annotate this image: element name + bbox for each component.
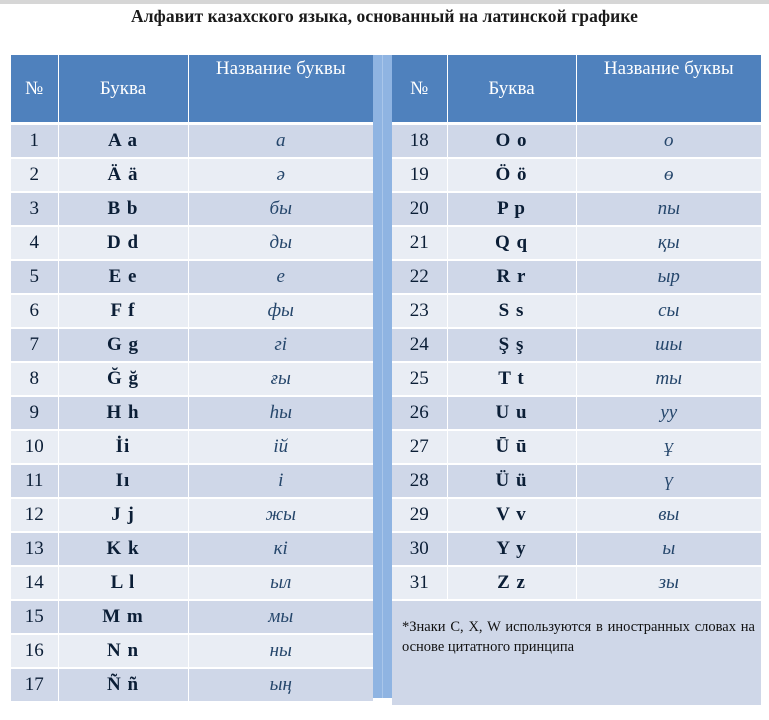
row-letter-name: бы [188, 192, 373, 226]
row-letter: M m [58, 600, 188, 634]
row-letter-name: ы [576, 532, 761, 566]
table-row [11, 260, 373, 294]
row-letter-name: пы [576, 192, 761, 226]
row-letter: N n [58, 634, 188, 668]
table-row [392, 124, 761, 159]
table-row [11, 600, 373, 634]
row-number: 17 [11, 668, 58, 702]
table-row [11, 498, 373, 532]
row-letter-name: сы [576, 294, 761, 328]
table-row [11, 532, 373, 566]
table-row [392, 226, 761, 260]
column-divider [373, 55, 392, 698]
table-row [392, 396, 761, 430]
row-letter: B b [58, 192, 188, 226]
table-row [392, 566, 761, 600]
row-letter-name: ій [188, 430, 373, 464]
row-number: 28 [392, 464, 447, 498]
table-row [11, 192, 373, 226]
row-number: 10 [11, 430, 58, 464]
letter-header: Буква [58, 55, 188, 124]
row-letter-name: ә [188, 158, 373, 192]
row-letter-name: мы [188, 600, 373, 634]
row-letter: E e [58, 260, 188, 294]
row-letter: J j [58, 498, 188, 532]
row-letter: Ä ä [58, 158, 188, 192]
row-number: 9 [11, 396, 58, 430]
table-row [11, 566, 373, 600]
table-row [11, 328, 373, 362]
number-header: № [11, 55, 58, 124]
row-number: 14 [11, 566, 58, 600]
row-letter-name: вы [576, 498, 761, 532]
row-letter-name: о [576, 124, 761, 159]
row-letter: V v [447, 498, 576, 532]
row-letter: Ü ü [447, 464, 576, 498]
row-letter: F f [58, 294, 188, 328]
table-row [392, 158, 761, 192]
row-letter: İi [58, 430, 188, 464]
row-letter: S s [447, 294, 576, 328]
row-letter: Q q [447, 226, 576, 260]
table-row [11, 464, 373, 498]
row-number: 20 [392, 192, 447, 226]
row-letter-name: кі [188, 532, 373, 566]
footnote-text: *Знаки C, X, W используются в иностранных словах на основе цитатного принципа [402, 619, 755, 656]
row-letter: Iı [58, 464, 188, 498]
row-letter: O o [447, 124, 576, 159]
name-header: Название буквы [576, 55, 761, 124]
row-number: 12 [11, 498, 58, 532]
row-letter-name: і [188, 464, 373, 498]
row-letter-name: ты [576, 362, 761, 396]
row-letter: K k [58, 532, 188, 566]
row-number: 26 [392, 396, 447, 430]
table-row [392, 294, 761, 328]
table-row [11, 396, 373, 430]
row-letter-name: ө [576, 158, 761, 192]
row-letter-name: ұ [576, 430, 761, 464]
row-letter-name: шы [576, 328, 761, 362]
row-number: 6 [11, 294, 58, 328]
row-letter-name: а [188, 124, 373, 159]
row-letter-name: ыл [188, 566, 373, 600]
row-number: 7 [11, 328, 58, 362]
row-number: 21 [392, 226, 447, 260]
table-row [11, 124, 373, 159]
row-number: 24 [392, 328, 447, 362]
row-letter: U u [447, 396, 576, 430]
row-letter: G g [58, 328, 188, 362]
page-title: Алфавит казахского языка, основанный на латинской графике [131, 6, 638, 26]
table-row [392, 498, 761, 532]
row-letter: P p [447, 192, 576, 226]
row-letter: Ñ ñ [58, 668, 188, 702]
table-row [11, 362, 373, 396]
row-number: 18 [392, 124, 447, 159]
row-number: 2 [11, 158, 58, 192]
row-number: 16 [11, 634, 58, 668]
row-number: 29 [392, 498, 447, 532]
row-letter-name: ды [188, 226, 373, 260]
row-letter: A a [58, 124, 188, 159]
table-row [392, 532, 761, 566]
row-letter-name: жы [188, 498, 373, 532]
table-row [11, 294, 373, 328]
row-letter-name: ың [188, 668, 373, 702]
right-table-body [392, 124, 761, 707]
row-letter-name: ғы [188, 362, 373, 396]
table-row [11, 668, 373, 702]
row-number: 31 [392, 566, 447, 600]
left-alphabet-table [11, 55, 373, 703]
table-row [11, 430, 373, 464]
row-letter: L l [58, 566, 188, 600]
row-letter-name: ү [576, 464, 761, 498]
row-number: 30 [392, 532, 447, 566]
table-row [11, 226, 373, 260]
row-number: 4 [11, 226, 58, 260]
row-letter-name: зы [576, 566, 761, 600]
row-number: 5 [11, 260, 58, 294]
number-header: № [392, 55, 447, 124]
row-number: 1 [11, 124, 58, 159]
row-letter-name: ыр [576, 260, 761, 294]
table-row [392, 260, 761, 294]
table-row [392, 328, 761, 362]
row-number: 19 [392, 158, 447, 192]
letter-header: Буква [447, 55, 576, 124]
row-letter: Ö ö [447, 158, 576, 192]
right-alphabet-table [392, 55, 761, 707]
row-number: 15 [11, 600, 58, 634]
table-row [392, 192, 761, 226]
row-number: 8 [11, 362, 58, 396]
note-cell [392, 600, 761, 706]
row-letter-name: қы [576, 226, 761, 260]
row-letter: Ū ū [447, 430, 576, 464]
row-number: 23 [392, 294, 447, 328]
name-header: Название буквы [188, 55, 373, 124]
table-row [11, 158, 373, 192]
table-row [392, 464, 761, 498]
row-number: 11 [11, 464, 58, 498]
row-letter-name: фы [188, 294, 373, 328]
top-border [0, 0, 769, 4]
row-number: 22 [392, 260, 447, 294]
table-row [392, 430, 761, 464]
row-number: 3 [11, 192, 58, 226]
left-header-row [11, 55, 373, 124]
note-row [392, 600, 761, 706]
left-table-body [11, 124, 373, 703]
row-letter-name: ны [188, 634, 373, 668]
row-number: 27 [392, 430, 447, 464]
row-letter: H h [58, 396, 188, 430]
right-header-row [392, 55, 761, 124]
row-letter: Ş ş [447, 328, 576, 362]
row-letter-name: уу [576, 396, 761, 430]
row-number: 25 [392, 362, 447, 396]
table-row [392, 362, 761, 396]
table-row [11, 634, 373, 668]
row-letter-name: һы [188, 396, 373, 430]
row-letter: Ğ ğ [58, 362, 188, 396]
row-letter: T t [447, 362, 576, 396]
row-letter: R r [447, 260, 576, 294]
row-letter: Y y [447, 532, 576, 566]
row-letter: Z z [447, 566, 576, 600]
row-number: 13 [11, 532, 58, 566]
row-letter-name: гі [188, 328, 373, 362]
row-letter-name: е [188, 260, 373, 294]
row-letter: D d [58, 226, 188, 260]
